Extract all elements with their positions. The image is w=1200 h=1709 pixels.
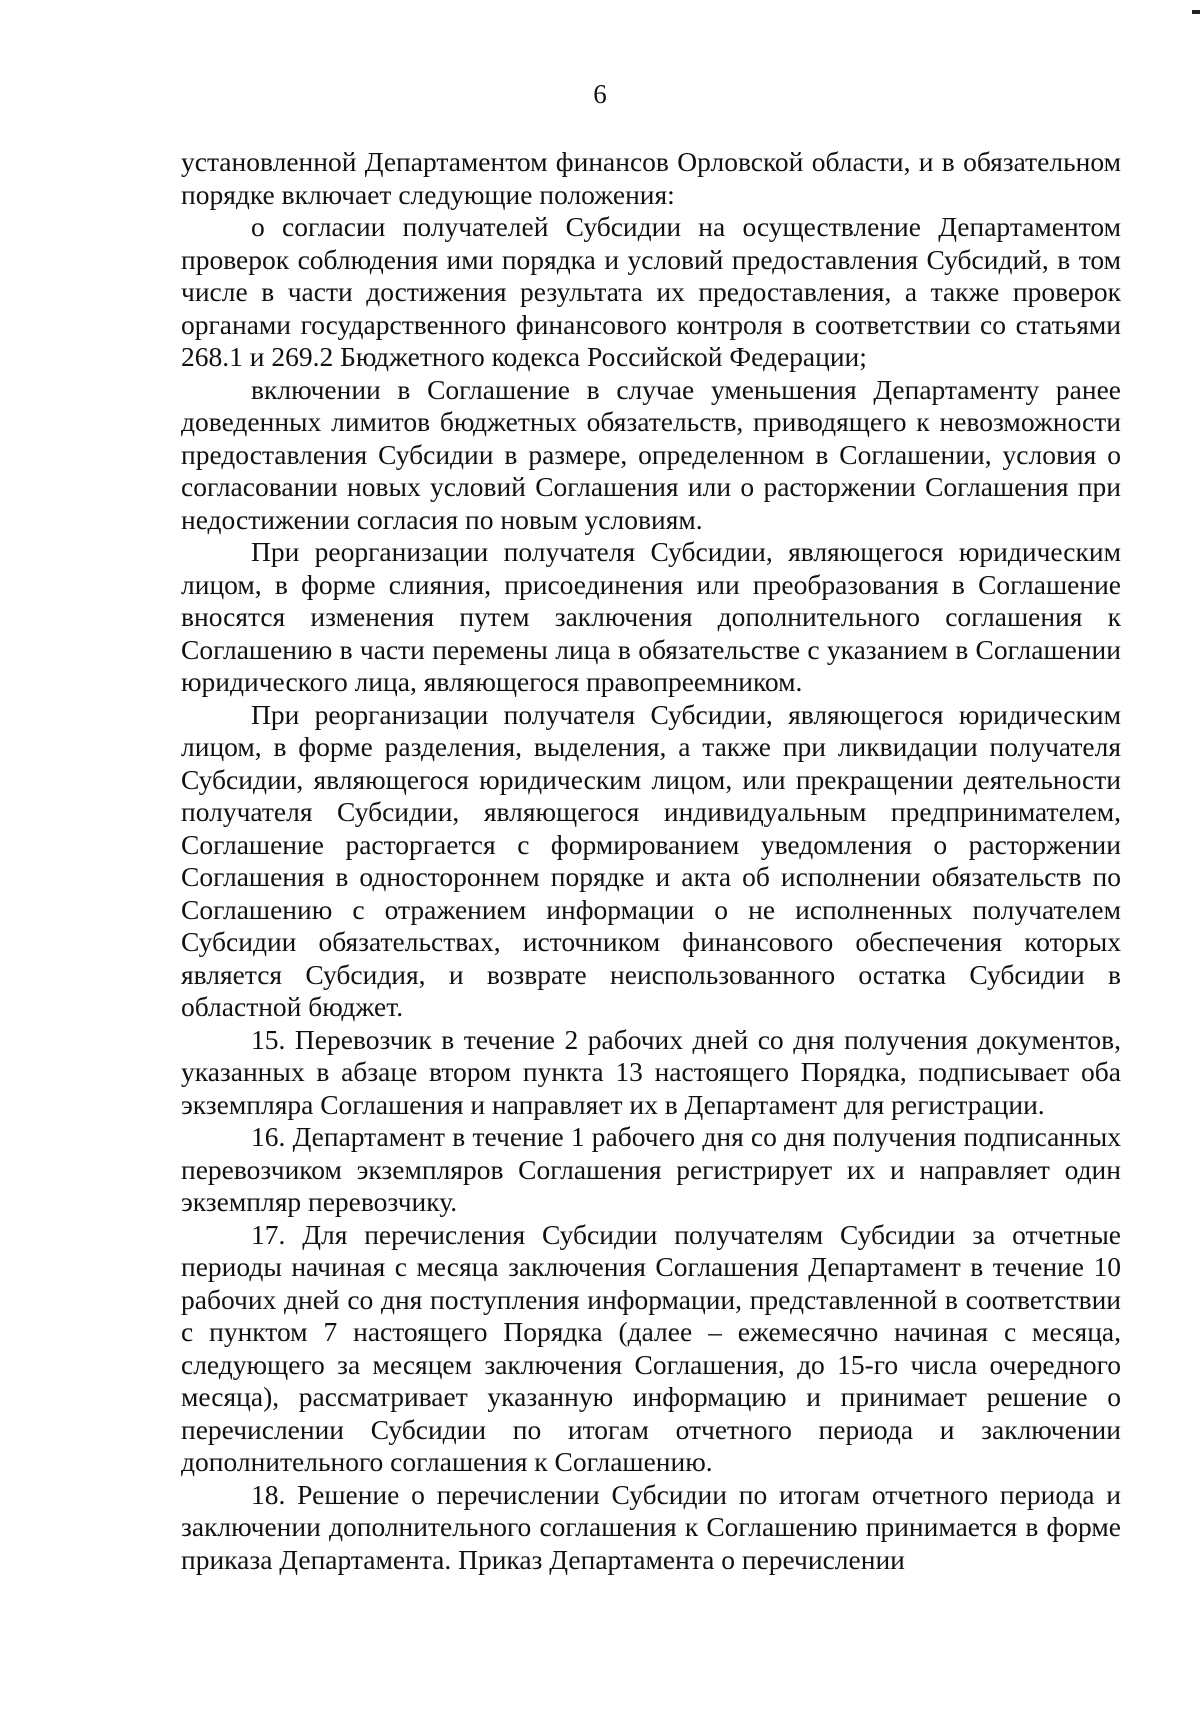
page-number: 6 <box>593 79 607 109</box>
paragraph-item-18: 18. Решение о перечислении Субсидии по итогам отчетного периода и заключении дополнительного соглашения к Соглашению принимается в форме приказа Департамента. Приказ Департамента о перечислении <box>181 1478 1121 1575</box>
scan-mark <box>1192 10 1200 14</box>
paragraph-item-17: 17. Для перечисления Субсидии получателям Субсидии за отчетные периоды начиная с месяца заключения Соглашения Департамент в течение 10 рабочих дней со дня поступления информации, представленной в соответствии с пунктом 7 настоящего Порядка (далее – ежемесячно начиная с месяца, следующего за месяцем заключения Соглашения, до 15-го числа очередного месяца), рассматривает указанную информацию и принимает решение о перечислении Субсидии по итогам отчетного периода и заключении дополнительного соглашения к Соглашению. <box>181 1218 1121 1477</box>
paragraph-audit-consent: о согласии получателей Субсидии на осуществление Департаментом проверок соблюдения ими порядка и условий предоставления Субсидий, в том числе в части достижения результата их предоставления, а также проверок органами государственного финансового контроля в соответствии со статьями 268.1 и 269.2 Бюджетного кодекса Российской Федерации; <box>181 211 1121 372</box>
paragraph-reorganization-merger: При реорганизации получателя Субсидии, являющегося юридическим лицом, в форме слияния, присоединения или преобразования в Соглашение вносятся изменения путем заключения дополнительного соглашения к Соглашению в части перемены лица в обязательстве с указанием в Соглашении юридического лица, являющегося правопреемником. <box>181 536 1121 697</box>
paragraph-item-15: 15. Перевозчик в течение 2 рабочих дней со дня получения документов, указанных в абзаце втором пункта 13 настоящего Порядка, подписывает оба экземпляра Соглашения и направляет их в Департамент для регистрации. <box>181 1023 1121 1120</box>
paragraph-continuation: установленной Департаментом финансов Орловской области, и в обязательном порядке включает следующие положения: <box>181 146 1121 210</box>
document-body <box>181 146 1121 1576</box>
paragraph-reorganization-division: При реорганизации получателя Субсидии, являющегося юридическим лицом, в форме разделения, выделения, а также при ликвидации получателя Субсидии, являющегося юридическим лицом, или прекращении деятельности получателя Субсидии, являющегося индивидуальным предпринимателем, Соглашение расторгается с формированием уведомления о расторжении Соглашения в одностороннем порядке и акта об исполнении обязательств по Соглашению с отражением информации о не исполненных получателем Субсидии обязательствах, источником финансового обеспечения которых является Субсидия, и возврате неиспользованного остатка Субсидии в областной бюджет. <box>181 698 1121 1022</box>
paragraph-limits-reduction: включении в Соглашение в случае уменьшения Департаменту ранее доведенных лимитов бюджетных обязательств, приводящего к невозможности предоставления Субсидии в размере, определенном в Соглашении, условия о согласовании новых условий Соглашения или о расторжении Соглашения при недостижении согласия по новым условиям. <box>181 373 1121 535</box>
paragraph-item-16: 16. Департамент в течение 1 рабочего дня со дня получения подписанных перевозчиком экземпляров Соглашения регистрирует их и направляет один экземпляр перевозчику. <box>181 1121 1121 1217</box>
